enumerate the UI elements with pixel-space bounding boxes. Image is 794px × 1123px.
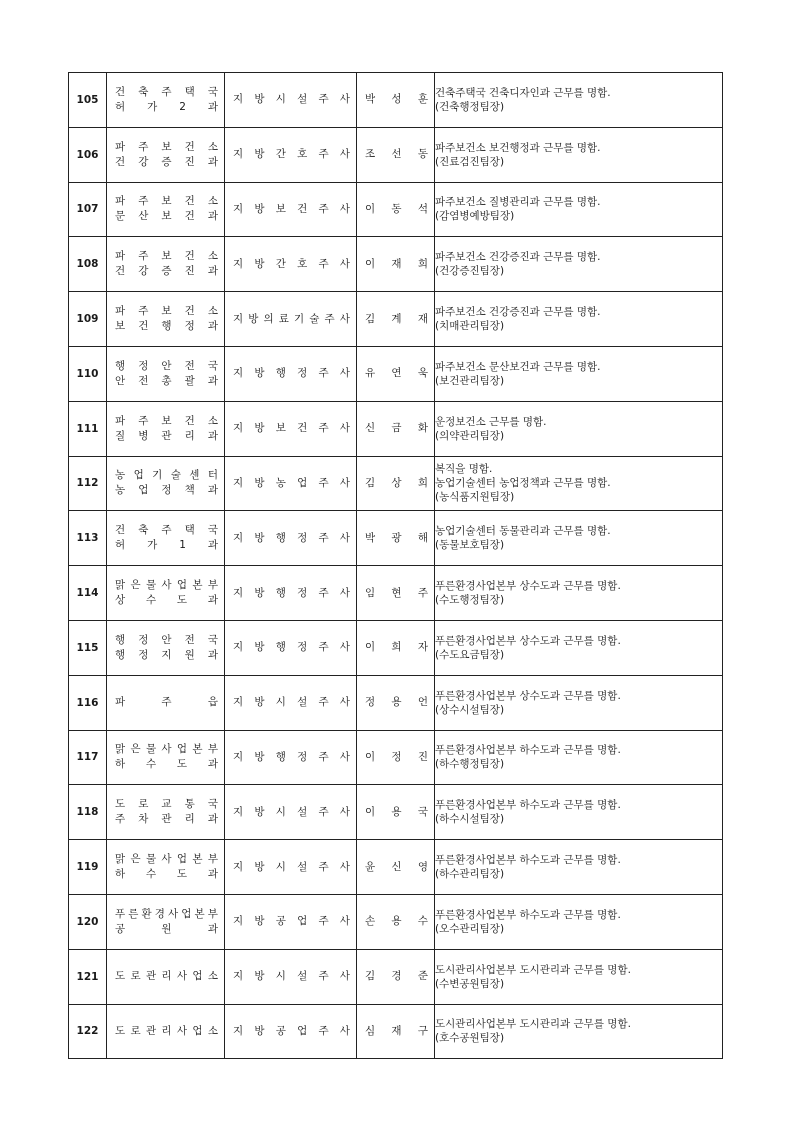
- table-row: [69, 456, 723, 511]
- spaced-text: 지 방 시 설 주 사: [233, 805, 350, 818]
- spaced-text: 지 방 보 건 주 사: [233, 202, 350, 215]
- spaced-text: 지 방 시 설 주 사: [233, 93, 350, 106]
- person-name: [357, 730, 435, 785]
- spaced-text: 파 주 보 건 소: [115, 305, 218, 318]
- row-number: 105: [69, 73, 107, 128]
- row-number: 115: [69, 620, 107, 675]
- spaced-text: 푸 른 환 경 사 업 본 부: [115, 907, 218, 920]
- table-row: [69, 346, 723, 401]
- spaced-text: 정 용 언: [365, 696, 428, 709]
- current-department: [107, 730, 225, 785]
- note-line: 도시관리사업본부 도시관리과 근무를 명함.: [435, 963, 631, 976]
- spaced-text: 허 가 1 과: [115, 539, 218, 552]
- note-line: (오수관리팀장): [435, 922, 505, 935]
- spaced-text: 문 산 보 건 과: [115, 210, 218, 223]
- assignment-note: [435, 456, 723, 511]
- job-grade: [225, 456, 357, 511]
- spaced-text: 건 강 증 진 과: [115, 155, 218, 168]
- person-name: [357, 511, 435, 566]
- table-row: [69, 785, 723, 840]
- note-line: 푸른환경사업본부 하수도과 근무를 명함.: [435, 799, 621, 812]
- row-number: 114: [69, 566, 107, 621]
- spaced-text: 파 주 보 건 소: [115, 140, 218, 153]
- spaced-text: 맑 은 물 사 업 본 부: [115, 743, 218, 756]
- assignment-note: [435, 182, 723, 237]
- table-row: [69, 511, 723, 566]
- note-line: (감염병예방팀장): [435, 210, 515, 223]
- note-line: 푸른환경사업본부 하수도과 근무를 명함.: [435, 908, 621, 921]
- note-line: (치매관리팀장): [435, 320, 505, 333]
- job-grade: [225, 949, 357, 1004]
- job-grade: [225, 127, 357, 182]
- job-grade: [225, 840, 357, 895]
- current-department: [107, 127, 225, 182]
- assignment-note: [435, 237, 723, 292]
- person-name: [357, 894, 435, 949]
- job-grade: [225, 401, 357, 456]
- spaced-text: 지 방 간 호 주 사: [233, 257, 350, 270]
- note-line: (건축행정팀장): [435, 100, 505, 113]
- job-grade: [225, 292, 357, 347]
- job-grade: [225, 566, 357, 621]
- note-line: (호수공원팀장): [435, 1032, 505, 1045]
- spaced-text: 윤 신 영: [365, 860, 428, 873]
- table-row: [69, 730, 723, 785]
- row-number: 106: [69, 127, 107, 182]
- table-row: [69, 675, 723, 730]
- row-number: 119: [69, 840, 107, 895]
- spaced-text: 맑 은 물 사 업 본 부: [115, 579, 218, 592]
- note-line: (수도요금팀장): [435, 648, 505, 661]
- note-line: (건강증진팀장): [435, 265, 505, 278]
- person-name: [357, 456, 435, 511]
- note-line: 파주보건소 보건행정과 근무를 명함.: [435, 141, 601, 154]
- current-department: [107, 949, 225, 1004]
- spaced-text: 상 수 도 과: [115, 594, 218, 607]
- assignment-note: [435, 73, 723, 128]
- spaced-text: 파 주 읍: [115, 696, 218, 709]
- spaced-text: 파 주 보 건 소: [115, 195, 218, 208]
- job-grade: [225, 511, 357, 566]
- note-line: 파주보건소 건강증진과 근무를 명함.: [435, 251, 601, 264]
- table-row: [69, 182, 723, 237]
- note-line: (농식품지원팀장): [435, 491, 515, 504]
- person-name: [357, 840, 435, 895]
- table-row: [69, 949, 723, 1004]
- spaced-text: 건 축 주 택 국: [115, 85, 218, 98]
- assignment-note: [435, 127, 723, 182]
- spaced-text: 이 정 진: [365, 750, 428, 763]
- row-number: 112: [69, 456, 107, 511]
- job-grade: [225, 785, 357, 840]
- note-line: 푸른환경사업본부 상수도과 근무를 명함.: [435, 634, 621, 647]
- note-line: (하수관리팀장): [435, 868, 505, 881]
- current-department: [107, 401, 225, 456]
- job-grade: [225, 237, 357, 292]
- table-row: [69, 401, 723, 456]
- spaced-text: 하 수 도 과: [115, 868, 218, 881]
- person-name: [357, 785, 435, 840]
- spaced-text: 파 주 보 건 소: [115, 250, 218, 263]
- note-line: 운정보건소 근무를 명함.: [435, 415, 547, 428]
- assignment-note: [435, 401, 723, 456]
- row-number: 107: [69, 182, 107, 237]
- spaced-text: 이 희 자: [365, 641, 428, 654]
- table-row: [69, 840, 723, 895]
- personnel-table-body: [69, 73, 723, 1059]
- note-line: 농업기술센터 농업정책과 근무를 명함.: [435, 477, 611, 490]
- current-department: [107, 346, 225, 401]
- spaced-text: 김 경 준: [365, 970, 428, 983]
- note-line: 푸른환경사업본부 하수도과 근무를 명함.: [435, 744, 621, 757]
- row-number: 121: [69, 949, 107, 1004]
- person-name: [357, 620, 435, 675]
- job-grade: [225, 675, 357, 730]
- person-name: [357, 675, 435, 730]
- row-number: 117: [69, 730, 107, 785]
- table-row: [69, 1004, 723, 1059]
- current-department: [107, 620, 225, 675]
- spaced-text: 맑 은 물 사 업 본 부: [115, 853, 218, 866]
- spaced-text: 지 방 행 정 주 사: [233, 750, 350, 763]
- job-grade: [225, 73, 357, 128]
- spaced-text: 지 방 시 설 주 사: [233, 860, 350, 873]
- assignment-note: [435, 730, 723, 785]
- note-line: 도시관리사업본부 도시관리과 근무를 명함.: [435, 1018, 631, 1031]
- current-department: [107, 456, 225, 511]
- current-department: [107, 1004, 225, 1059]
- assignment-note: [435, 620, 723, 675]
- spaced-text: 박 성 훈: [365, 93, 428, 106]
- row-number: 118: [69, 785, 107, 840]
- job-grade: [225, 182, 357, 237]
- current-department: [107, 292, 225, 347]
- job-grade: [225, 620, 357, 675]
- person-name: [357, 292, 435, 347]
- table-row: [69, 894, 723, 949]
- spaced-text: 지 방 공 업 주 사: [233, 915, 350, 928]
- person-name: [357, 346, 435, 401]
- spaced-text: 지 방 행 정 주 사: [233, 531, 350, 544]
- note-line: 푸른환경사업본부 상수도과 근무를 명함.: [435, 580, 621, 593]
- assignment-note: [435, 1004, 723, 1059]
- note-line: (하수행정팀장): [435, 758, 505, 771]
- spaced-text: 지 방 행 정 주 사: [233, 367, 350, 380]
- person-name: [357, 401, 435, 456]
- spaced-text: 도 로 관 리 사 업 소: [115, 1024, 218, 1037]
- job-grade: [225, 730, 357, 785]
- row-number: 110: [69, 346, 107, 401]
- row-number: 109: [69, 292, 107, 347]
- current-department: [107, 182, 225, 237]
- spaced-text: 공 원 과: [115, 922, 218, 935]
- row-number: 113: [69, 511, 107, 566]
- spaced-text: 심 재 구: [365, 1024, 428, 1037]
- row-number: 116: [69, 675, 107, 730]
- spaced-text: 건 축 주 택 국: [115, 524, 218, 537]
- note-line: 건축주택국 건축디자인과 근무를 명함.: [435, 86, 611, 99]
- assignment-note: [435, 292, 723, 347]
- personnel-table: [68, 72, 723, 1059]
- current-department: [107, 675, 225, 730]
- spaced-text: 질 병 관 리 과: [115, 429, 218, 442]
- spaced-text: 지 방 농 업 주 사: [233, 476, 350, 489]
- spaced-text: 김 계 재: [365, 312, 428, 325]
- note-line: (수도행정팀장): [435, 594, 505, 607]
- person-name: [357, 1004, 435, 1059]
- spaced-text: 주 차 관 리 과: [115, 813, 218, 826]
- current-department: [107, 785, 225, 840]
- spaced-text: 지 방 간 호 주 사: [233, 148, 350, 161]
- spaced-text: 건 강 증 진 과: [115, 265, 218, 278]
- spaced-text: 지 방 공 업 주 사: [233, 1024, 350, 1037]
- job-grade: [225, 346, 357, 401]
- note-line: (보건관리팀장): [435, 374, 505, 387]
- spaced-text: 유 연 욱: [365, 367, 428, 380]
- assignment-note: [435, 511, 723, 566]
- spaced-text: 도 로 관 리 사 업 소: [115, 970, 218, 983]
- spaced-text: 파 주 보 건 소: [115, 414, 218, 427]
- note-line: 파주보건소 문산보건과 근무를 명함.: [435, 360, 601, 373]
- note-line: (하수시설팀장): [435, 813, 505, 826]
- assignment-note: [435, 949, 723, 1004]
- current-department: [107, 73, 225, 128]
- person-name: [357, 949, 435, 1004]
- note-line: 농업기술센터 동물관리과 근무를 명함.: [435, 525, 611, 538]
- note-line: (진료검진팀장): [435, 155, 505, 168]
- current-department: [107, 840, 225, 895]
- person-name: [357, 73, 435, 128]
- table-row: [69, 292, 723, 347]
- spaced-text: 농 업 정 책 과: [115, 484, 218, 497]
- note-line: 복직을 명함.: [435, 463, 493, 476]
- job-grade: [225, 1004, 357, 1059]
- note-line: 푸른환경사업본부 하수도과 근무를 명함.: [435, 854, 621, 867]
- person-name: [357, 182, 435, 237]
- table-row: [69, 127, 723, 182]
- spaced-text: 이 재 희: [365, 257, 428, 270]
- spaced-text: 농 업 기 술 센 터: [115, 469, 218, 482]
- note-line: (의약관리팀장): [435, 429, 505, 442]
- person-name: [357, 237, 435, 292]
- assignment-note: [435, 894, 723, 949]
- assignment-note: [435, 785, 723, 840]
- assignment-note: [435, 675, 723, 730]
- spaced-text: 지 방 보 건 주 사: [233, 422, 350, 435]
- spaced-text: 지 방 시 설 주 사: [233, 970, 350, 983]
- spaced-text: 이 동 석: [365, 202, 428, 215]
- spaced-text: 도 로 교 통 국: [115, 798, 218, 811]
- spaced-text: 임 현 주: [365, 586, 428, 599]
- note-line: 푸른환경사업본부 상수도과 근무를 명함.: [435, 689, 621, 702]
- spaced-text: 지 방 행 정 주 사: [233, 586, 350, 599]
- row-number: 111: [69, 401, 107, 456]
- row-number: 122: [69, 1004, 107, 1059]
- assignment-note: [435, 840, 723, 895]
- spaced-text: 손 용 수: [365, 915, 428, 928]
- spaced-text: 지 방 시 설 주 사: [233, 696, 350, 709]
- note-line: (동물보호팀장): [435, 539, 505, 552]
- row-number: 120: [69, 894, 107, 949]
- spaced-text: 하 수 도 과: [115, 758, 218, 771]
- row-number: 108: [69, 237, 107, 292]
- current-department: [107, 566, 225, 621]
- job-grade: [225, 894, 357, 949]
- table-row: [69, 566, 723, 621]
- assignment-note: [435, 346, 723, 401]
- spaced-text: 행 정 안 전 국: [115, 359, 218, 372]
- spaced-text: 보 건 행 정 과: [115, 320, 218, 333]
- spaced-text: 안 전 총 괄 과: [115, 374, 218, 387]
- table-row: [69, 237, 723, 292]
- spaced-text: 허 가 2 과: [115, 100, 218, 113]
- assignment-note: [435, 566, 723, 621]
- person-name: [357, 566, 435, 621]
- spaced-text: 박 광 해: [365, 531, 428, 544]
- spaced-text: 행 정 지 원 과: [115, 648, 218, 661]
- note-line: 파주보건소 질병관리과 근무를 명함.: [435, 196, 601, 209]
- current-department: [107, 237, 225, 292]
- table-row: [69, 73, 723, 128]
- person-name: [357, 127, 435, 182]
- spaced-text: 이 용 국: [365, 805, 428, 818]
- spaced-text: 신 금 화: [365, 422, 428, 435]
- current-department: [107, 894, 225, 949]
- note-line: 파주보건소 건강증진과 근무를 명함.: [435, 306, 601, 319]
- spaced-text: 행 정 안 전 국: [115, 633, 218, 646]
- spaced-text: 지 방 행 정 주 사: [233, 641, 350, 654]
- note-line: (상수시설팀장): [435, 703, 505, 716]
- spaced-text: 김 상 희: [365, 476, 428, 489]
- spaced-text: 지 방 의 료 기 술 주 사: [233, 312, 350, 325]
- spaced-text: 조 선 동: [365, 148, 428, 161]
- note-line: (수변공원팀장): [435, 977, 505, 990]
- current-department: [107, 511, 225, 566]
- table-row: [69, 620, 723, 675]
